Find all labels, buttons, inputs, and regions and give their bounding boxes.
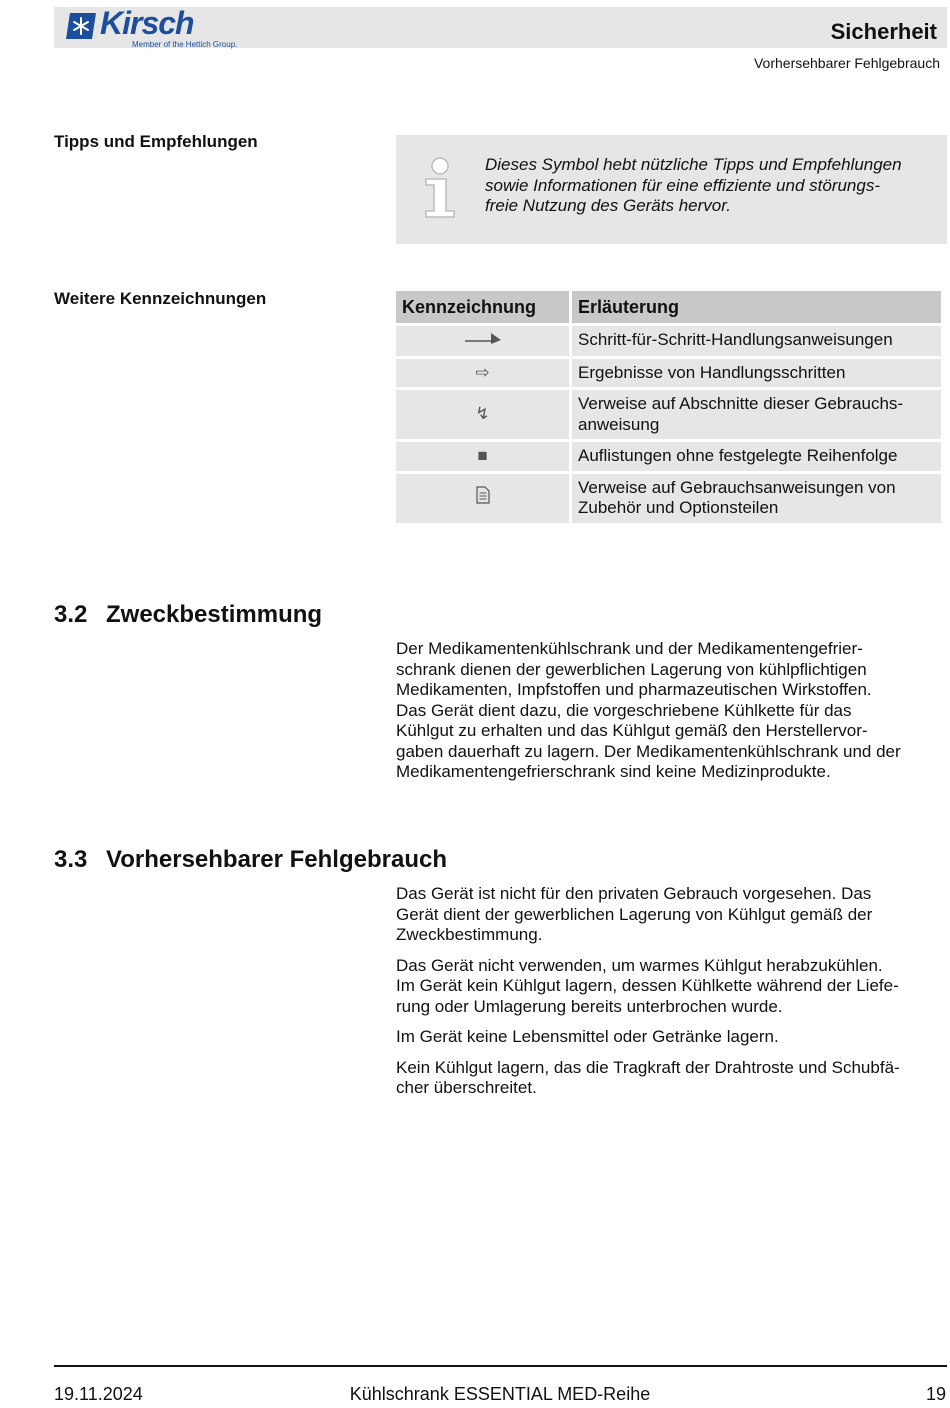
body-line: Das Gerät nicht verwenden, um warmes Kühlgut herabzukühlen. [396, 955, 883, 975]
section-body [396, 639, 948, 783]
body-line: Das Gerät dient dazu, die vorgeschriebene Kühlkette für das [396, 700, 852, 720]
body-line: Im Gerät kein Kühlgut lagern, dessen Kühlkette während der Liefe- [396, 976, 899, 995]
info-icon [420, 155, 460, 221]
symbol-cell [396, 474, 569, 523]
description-line: Verweise auf Gebrauchsanweisungen von [578, 477, 896, 497]
table-row [396, 442, 941, 471]
body-line: Kein Kühlgut lagern, das die Tragkraft der Drahtroste und Schubfä- [396, 1057, 900, 1077]
tip-line: Dieses Symbol hebt nützliche Tipps und Empfehlungen [485, 155, 902, 174]
footer-product: Kühlschrank ESSENTIAL MED-Reihe [349, 1384, 651, 1404]
description-cell [572, 359, 941, 388]
description-line: Schritt-für-Schritt-Handlungsanweisungen [578, 330, 893, 349]
symbol-cell [396, 359, 569, 388]
chapter-title: Sicherheit [830, 19, 937, 44]
section-number: 3.2 [54, 601, 88, 628]
body-line: cher überschreitet. [396, 1078, 537, 1097]
body-line: Im Gerät keine Lebensmittel oder Getränke lagern. [396, 1027, 779, 1046]
body-line: Der Medikamentenkühlschrank und der Medikamentengefrier- [396, 639, 863, 658]
tip-line: freie Nutzung des Geräts hervor. [485, 196, 731, 215]
description-line: anweisung [578, 414, 660, 434]
table-row [396, 474, 941, 523]
description-line: Auflistungen ohne festgelegte Reihenfolge [578, 446, 898, 465]
tip-box [396, 135, 947, 244]
description-cell [572, 474, 941, 523]
footer-date: 19.11.2024 [54, 1384, 143, 1404]
description-cell [572, 390, 941, 439]
symbol-cell [396, 390, 569, 439]
tip-text [485, 155, 943, 217]
section-heading [54, 846, 447, 874]
body-line: Medikamenten, Impfstoffen und pharmazeutischen Wirkstoffen. [396, 680, 872, 699]
footer-divider [54, 1365, 947, 1367]
body-paragraph [396, 1027, 948, 1048]
body-line: Zweckbestimmung. [396, 925, 543, 944]
kirsch-logo [62, 5, 247, 49]
body-line: Medikamentengefrierschrank sind keine Medizinprodukte. [396, 762, 831, 781]
bullet-square-icon: ■ [477, 446, 488, 465]
body-line: Gerät dient der gewerblichen Lagerung von Kühlgut gemäß der [396, 904, 873, 924]
section-number: 3.3 [54, 846, 88, 873]
header-bar [54, 7, 947, 48]
column-header: Kennzeichnung [396, 291, 569, 323]
markings-table [393, 288, 944, 526]
table-header-row [396, 291, 941, 323]
description-line: Ergebnisse von Handlungsschritten [578, 362, 846, 382]
description-line: Verweise auf Abschnitte dieser Gebrauchs- [578, 394, 904, 413]
section-body [396, 884, 948, 1109]
table-row [396, 359, 941, 388]
body-line: schrank dienen der gewerblichen Lagerung von kühlpflichtigen [396, 659, 867, 679]
snowflake-logo-icon [64, 11, 98, 41]
reference-icon: ↯ [475, 404, 490, 424]
section-heading [54, 601, 322, 629]
body-line: Kühlgut zu erhalten und das Kühlgut gemäß den Herstellervor- [396, 721, 868, 740]
step-arrow-icon [463, 330, 503, 346]
section-title: Zweckbestimmung [106, 601, 323, 628]
result-arrow-icon: ⇨ [475, 362, 490, 382]
description-cell [572, 442, 941, 471]
body-paragraph [396, 956, 948, 1018]
table-row [396, 390, 941, 439]
brand-wordmark: Kirsch [100, 5, 194, 41]
page-number: 19 [925, 1384, 946, 1404]
description-line: Zubehör und Optionsteilen [578, 498, 779, 517]
marks-label: Weitere Kennzeichnungen [54, 289, 267, 308]
section-subtitle: Vorhersehbarer Fehlgebrauch [753, 55, 940, 71]
document-icon [476, 486, 490, 504]
symbol-cell [396, 442, 569, 471]
column-header: Erläuterung [572, 291, 941, 323]
body-line: Das Gerät ist nicht für den privaten Gebrauch vorgesehen. Das [396, 884, 872, 903]
tips-label: Tipps und Empfehlungen [54, 132, 258, 151]
body-paragraph [396, 884, 948, 946]
table-row [396, 326, 941, 356]
symbol-cell [396, 326, 569, 356]
description-cell [572, 326, 941, 356]
tip-line: sowie Informationen für eine effiziente und störungs- [485, 175, 881, 195]
body-line: rung oder Umlagerung bereits unterbrochen wurde. [396, 996, 783, 1016]
section-title: Vorhersehbarer Fehlgebrauch [106, 846, 447, 873]
body-paragraph [396, 1058, 948, 1099]
body-line: gaben dauerhaft zu lagern. Der Medikamentenkühlschrank und der [396, 741, 901, 761]
brand-tagline: Member of the Hettich Group. [132, 40, 238, 49]
